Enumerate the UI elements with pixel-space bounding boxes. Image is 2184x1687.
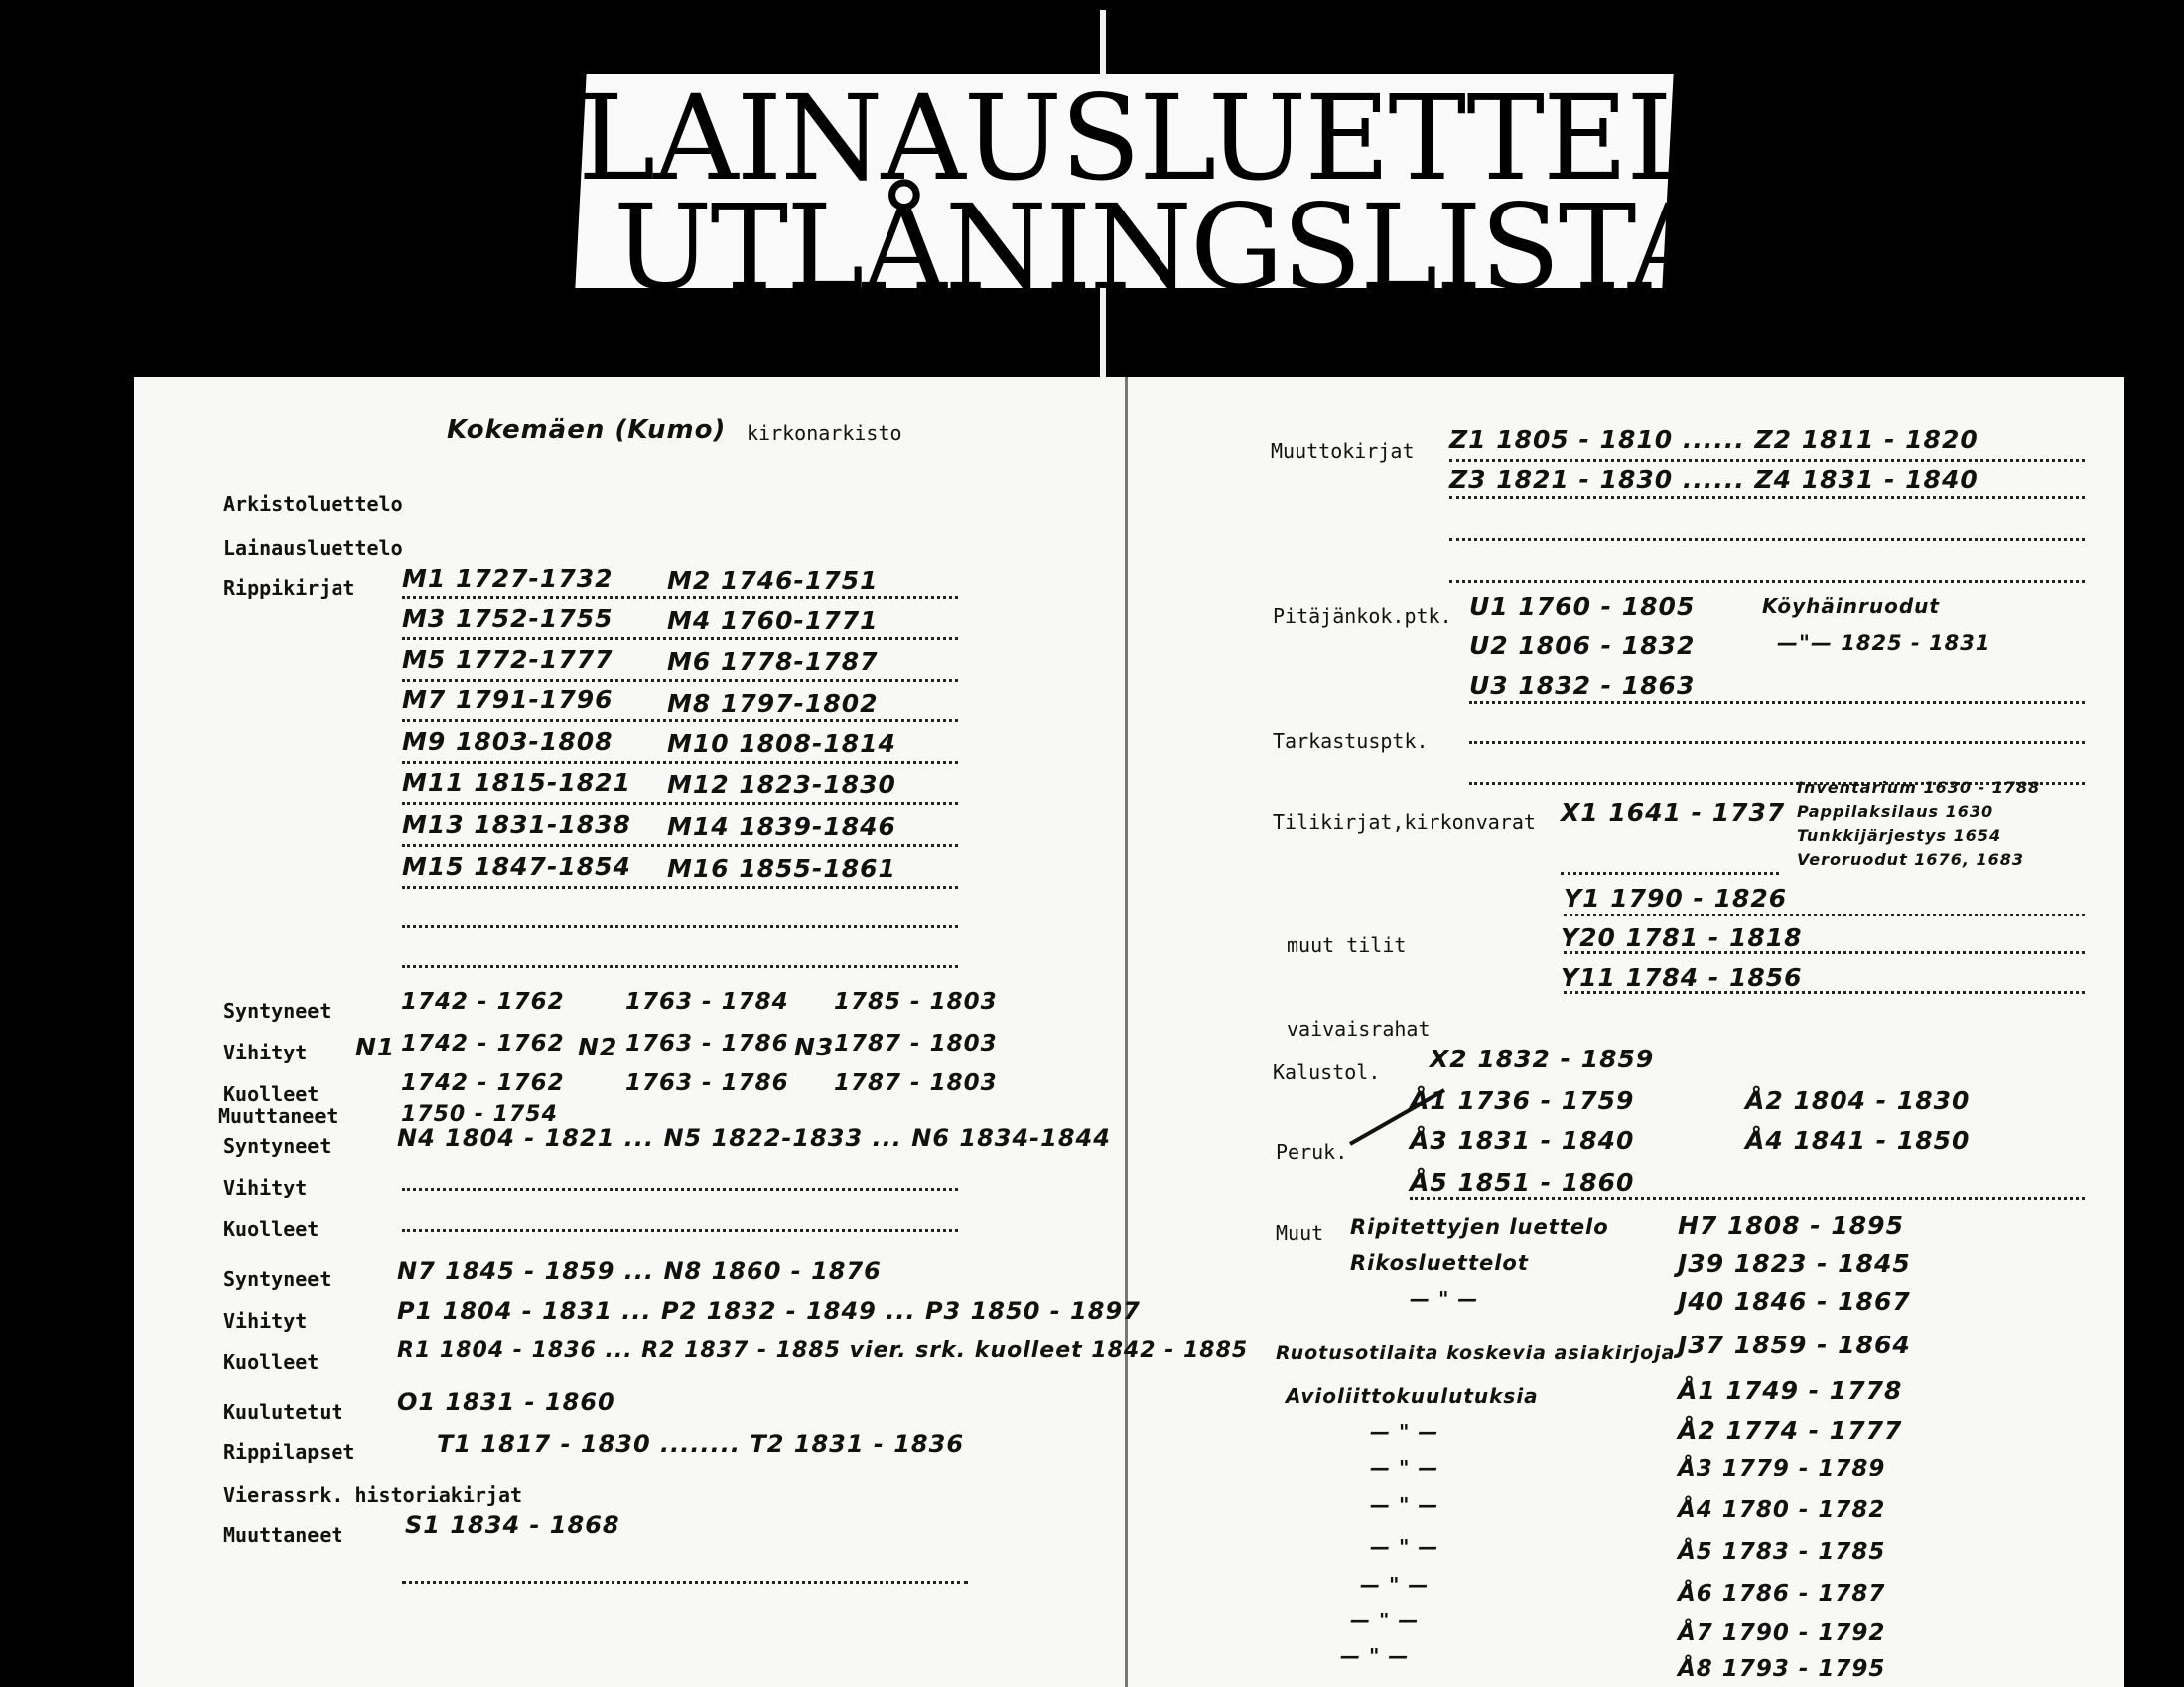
dotted-rule — [402, 802, 958, 805]
t-row: T1 1817 - 1830 ........ T2 1831 - 1836 — [437, 1430, 965, 1458]
label-muut-tilit: muut tilit — [1287, 933, 1407, 957]
x1-entry: X1 1641 - 1737 — [1561, 798, 1786, 827]
y1-entry: Y1 1790 - 1826 — [1564, 884, 1788, 913]
n2-entry: 1763 - 1786 — [625, 1070, 789, 1096]
rippi-entry: M12 1823-1830 — [667, 771, 896, 799]
label-muut: Muut — [1276, 1221, 1324, 1245]
dotted-rule — [1449, 459, 2085, 462]
dotted-rule — [402, 719, 958, 722]
label-syntyneet: Syntyneet — [223, 999, 332, 1023]
label-arkistoluettelo: Arkistoluettelo — [223, 492, 403, 516]
y11-entry: Y11 1784 - 1856 — [1561, 963, 1803, 992]
u3-entry: U3 1832 - 1863 — [1469, 671, 1696, 700]
label-tilikirjat: Tilikirjat,kirkonvarat — [1273, 810, 1536, 834]
n3-entry: 1787 - 1803 — [834, 1070, 998, 1096]
aa-entry: Å8 1793 - 1795 — [1678, 1656, 1886, 1682]
label-vierassrk: Vierassrk. historiakirjat — [223, 1483, 523, 1507]
dotted-rule — [1469, 701, 2085, 704]
n7-row: N7 1845 - 1859 ... N8 1860 - 1876 — [397, 1257, 882, 1285]
rippi-entry: M10 1808-1814 — [667, 729, 896, 758]
ditto-mark: — " — — [1370, 1420, 1439, 1444]
label-kuulutetut: Kuulutetut — [223, 1400, 343, 1424]
dotted-rule — [402, 1229, 958, 1232]
rippi-entry: M14 1839-1846 — [667, 812, 896, 841]
dotted-rule — [1564, 951, 2085, 954]
aa-entry: Å6 1786 - 1787 — [1678, 1581, 1886, 1607]
x2-entry: X2 1832 - 1859 — [1430, 1045, 1655, 1073]
rikosluettelot: Rikosluettelot — [1350, 1251, 1529, 1275]
label-vihityt: Vihityt — [223, 1176, 308, 1199]
a4-entry: Å4 1841 - 1850 — [1745, 1126, 1971, 1155]
label-vaivaisrahat: vaivaisrahat — [1287, 1017, 1431, 1041]
label-pitajankokous: Pitäjänkok.ptk. — [1273, 604, 1452, 628]
u1-entry: U1 1760 - 1805 — [1469, 592, 1696, 621]
p-row: P1 1804 - 1831 ... P2 1832 - 1849 ... P3 1850 - 1897 — [397, 1297, 1141, 1325]
rippi-entry: M1 1727-1732 — [402, 564, 614, 593]
rippi-entry: M11 1815-1821 — [402, 769, 631, 797]
n1-label: N1 — [355, 1033, 396, 1061]
dotted-rule — [1449, 580, 2085, 583]
j40-entry: J40 1846 - 1867 — [1678, 1287, 1911, 1316]
rippi-entry: M9 1803-1808 — [402, 727, 614, 756]
label-lainausluettelo: Lainausluettelo — [223, 536, 403, 560]
label-rippilapset: Rippilapset — [223, 1440, 355, 1464]
n1-entry: 1742 - 1762 — [401, 1031, 565, 1056]
o-row: O1 1831 - 1860 — [397, 1388, 615, 1416]
inventory-note: Veroruodut 1676, 1683 — [1797, 850, 2024, 869]
archive-name: Kokemäen (Kumo) — [447, 415, 727, 445]
ditto-mark: — " — — [1340, 1644, 1410, 1668]
a2-entry: Å2 1804 - 1830 — [1745, 1086, 1971, 1115]
label-kalustol: Kalustol. — [1273, 1060, 1381, 1084]
ditto-mark: — " — — [1370, 1535, 1439, 1559]
label-kuolleet: Kuolleet — [223, 1350, 320, 1374]
aa-entry: Å3 1779 - 1789 — [1678, 1456, 1886, 1481]
inventory-note: Inventarium 1630 - 1788 — [1797, 778, 2041, 797]
a5-entry: Å5 1851 - 1860 — [1410, 1168, 1635, 1196]
rippi-entry: M5 1772-1777 — [402, 645, 614, 674]
label-vihityt: Vihityt — [223, 1041, 308, 1064]
n3-label: N3 — [794, 1033, 835, 1061]
aa-entry: Å4 1780 - 1782 — [1678, 1497, 1886, 1523]
title-finnish: LAINAUSLUETTELO — [578, 70, 1797, 207]
ruotusotilaita: Ruotusotilaita koskevia asiakirjoja — [1276, 1342, 1676, 1364]
n1-entry: 1742 - 1762 — [401, 1070, 565, 1096]
y20-entry: Y20 1781 - 1818 — [1561, 923, 1803, 952]
aa-entry: Å7 1790 - 1792 — [1678, 1620, 1886, 1646]
n1-entry: 1750 - 1754 — [401, 1102, 558, 1127]
j39-entry: J39 1823 - 1845 — [1678, 1249, 1911, 1278]
rippi-entry: M13 1831-1838 — [402, 810, 631, 839]
u2-entry: U2 1806 - 1832 — [1469, 632, 1696, 660]
j37-entry: J37 1859 - 1864 — [1678, 1331, 1911, 1359]
label-muuttaneet: Muuttaneet — [218, 1104, 339, 1128]
label-kuolleet: Kuolleet — [223, 1082, 320, 1106]
dotted-rule — [1449, 538, 2085, 541]
a3-entry: Å3 1831 - 1840 — [1410, 1126, 1635, 1155]
n3-entry: 1787 - 1803 — [834, 1031, 998, 1056]
dotted-rule — [402, 679, 958, 682]
dotted-rule — [1469, 741, 2085, 744]
dotted-rule — [1564, 914, 2085, 916]
aa-entry: Å2 1774 - 1777 — [1678, 1416, 1903, 1445]
n1-entry: 1742 - 1762 — [401, 989, 565, 1015]
aa-entry: Å1 1749 - 1778 — [1678, 1376, 1903, 1405]
inventory-note: Pappilaksilaus 1630 — [1797, 802, 1994, 821]
archive-suffix: kirkonarkisto — [747, 421, 902, 445]
muutto-row: Z3 1821 - 1830 ...... Z4 1831 - 1840 — [1449, 465, 1979, 493]
dotted-rule — [402, 886, 958, 889]
dotted-rule — [1449, 496, 2085, 499]
n-row: N4 1804 - 1821 ... N5 1822-1833 ... N6 1834-1844 — [397, 1124, 1111, 1152]
rippi-entry: M7 1791-1796 — [402, 685, 614, 714]
rippi-entry: M15 1847-1854 — [402, 852, 631, 881]
u2-note: —"— 1825 - 1831 — [1777, 632, 1991, 655]
n2-entry: 1763 - 1786 — [625, 1031, 789, 1056]
dotted-rule — [402, 965, 958, 968]
label-muuttokirjat: Muuttokirjat — [1271, 439, 1415, 463]
avioliittokuulutuksia: Avioliittokuulutuksia — [1286, 1384, 1539, 1408]
a1-entry: Å1 1736 - 1759 — [1410, 1086, 1635, 1115]
label-tarkastus: Tarkastusptk. — [1273, 729, 1429, 753]
label-rippikirjat: Rippikirjat — [223, 576, 355, 600]
dotted-rule — [402, 1581, 968, 1584]
dotted-rule — [402, 1188, 958, 1191]
muutto-row: Z1 1805 - 1810 ...... Z2 1811 - 1820 — [1449, 425, 1979, 454]
dotted-rule — [1564, 991, 2085, 994]
ditto-mark: — " — — [1350, 1609, 1420, 1632]
rippi-entry: M8 1797-1802 — [667, 689, 879, 718]
label-syntyneet: Syntyneet — [223, 1134, 332, 1158]
page-fold — [1125, 377, 1128, 1687]
scan-edge — [2124, 377, 2184, 1687]
ditto-mark: — " — — [1370, 1456, 1439, 1479]
ripitettyjen-luettelo: Ripitettyjen luettelo — [1350, 1215, 1609, 1239]
dotted-rule — [402, 844, 958, 847]
label-peruk: Peruk. — [1276, 1140, 1348, 1164]
dotted-rule — [1561, 872, 1779, 875]
aa-entry: Å5 1783 - 1785 — [1678, 1539, 1886, 1565]
ditto-mark: — " — — [1410, 1287, 1479, 1311]
rippi-entry: M2 1746-1751 — [667, 566, 879, 595]
label-kuolleet: Kuolleet — [223, 1217, 320, 1241]
n2-label: N2 — [578, 1033, 618, 1061]
rippi-entry: M16 1855-1861 — [667, 854, 896, 883]
rippi-entry: M4 1760-1771 — [667, 606, 879, 634]
label-vihityt: Vihityt — [223, 1309, 308, 1333]
dotted-rule — [402, 925, 958, 928]
dotted-rule — [402, 637, 958, 640]
label-muuttaneet: Muuttaneet — [223, 1523, 343, 1547]
rippi-entry: M3 1752-1755 — [402, 604, 614, 633]
kirjat-note: Köyhäinruodut — [1762, 594, 1940, 618]
rippi-entry: M6 1778-1787 — [667, 647, 879, 676]
r-row: R1 1804 - 1836 ... R2 1837 - 1885 vier. srk. kuolleet 1842 - 1885 — [397, 1338, 1249, 1363]
inventory-note: Tunkkijärjestys 1654 — [1797, 826, 2002, 845]
s-row: S1 1834 - 1868 — [405, 1511, 620, 1539]
n3-entry: 1785 - 1803 — [834, 989, 998, 1015]
ditto-mark: — " — — [1360, 1573, 1430, 1597]
label-syntyneet: Syntyneet — [223, 1267, 332, 1291]
ditto-mark: — " — — [1370, 1493, 1439, 1517]
dotted-rule — [1410, 1197, 2085, 1200]
dotted-rule — [402, 761, 958, 764]
n2-entry: 1763 - 1784 — [625, 989, 789, 1015]
dotted-rule — [402, 596, 958, 599]
title-swedish: UTLÅNINGSLISTA — [614, 179, 1711, 316]
h7-entry: H7 1808 - 1895 — [1678, 1211, 1904, 1240]
